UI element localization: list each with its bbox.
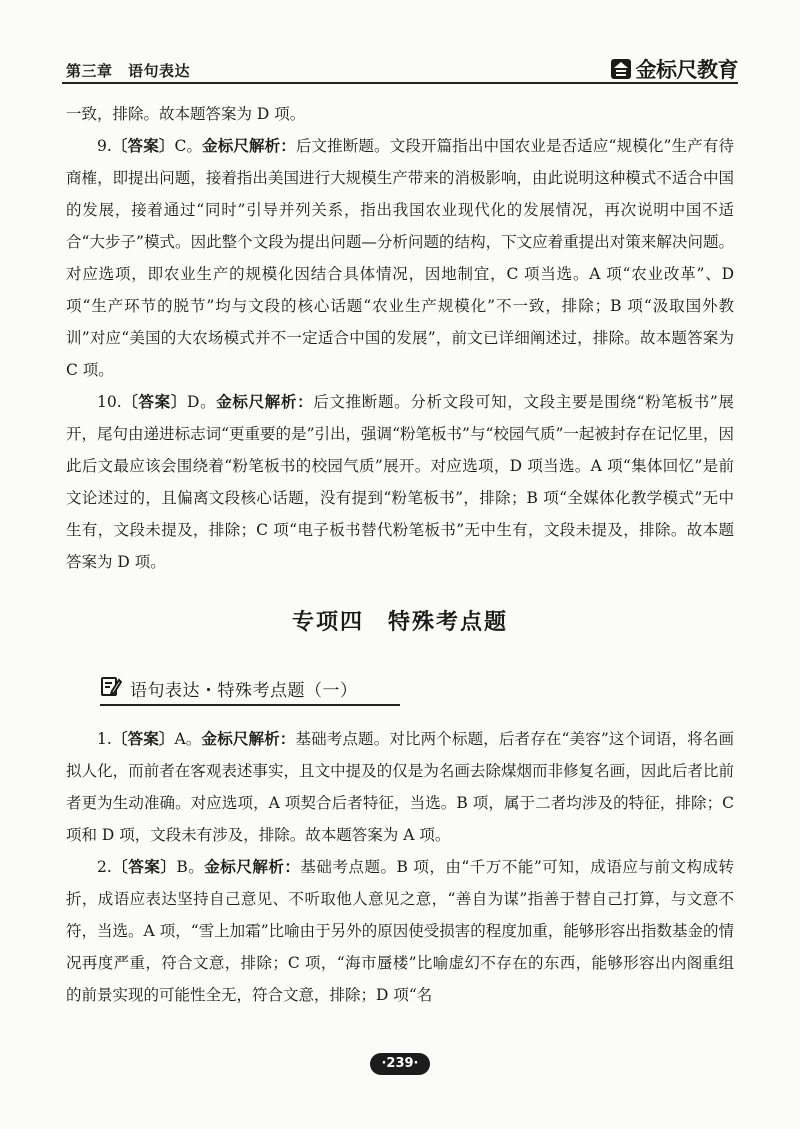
item-number: 2.	[97, 858, 112, 876]
page-header	[62, 44, 738, 84]
analysis-text: 基础考点题。B 项，由“千万不能”可知，成语应与前文构成转折，成语应表达坚持自己意见、不听取他人意见之意，“善自为谋”指善于替自己打算，与文意不符，当选。A 项，“雪上加霜”比喻由于另外的原因使受损害的程度加重，能够形容出指数基金的情况再度严重，符合文意，排除；C 项，“海市蜃楼”比喻虚幻不存在的东西，能够形容出内阁重组的前景实现的可能性全无，符合文意，排除；D 项“名	[66, 858, 734, 1004]
answer-block-bottom	[66, 723, 734, 1011]
answer-choice: C。	[174, 137, 203, 155]
analysis-label: 金标尺解析：	[202, 137, 296, 155]
answer-choice: B。	[176, 858, 205, 876]
item-number: 10.	[97, 393, 122, 411]
answer-item-9	[66, 130, 734, 386]
answer-block-top	[66, 98, 734, 578]
answer-tag: 〔答案〕	[111, 858, 177, 876]
answer-choice: D。	[187, 393, 217, 411]
page-number: ·239·	[370, 1053, 430, 1075]
answer-tag: 〔答案〕	[111, 137, 175, 155]
item-number: 1.	[97, 730, 112, 748]
answer-choice: A。	[174, 730, 202, 748]
analysis-text: 后文推断题。文段开篇指出中国农业是否适应“规模化”生产有待商榷，即提出问题，接着指出美国进行大规模生产带来的消极影响，由此说明这种模式不适合中国的发展，接着通过“同时”引导并列关系，指出我国农业现代化的发展情况，再次说明中国不适合“大步子”模式。因此整个文段为提出问题—分析问题的结构，下文应着重提出对策来解决问题。对应选项，即农业生产的规模化因结合具体情况，因地制宜，C 项当选。A 项“农业改革”、D 项“生产环节的脱节”均与文段的核心话题“农业生产规模化”不一致，排除；B 项“汲取国外教训”对应“美国的大农场模式并不一定适合中国的发展”，前文已详细阐述过，排除。故本题答案为 C 项。	[66, 137, 734, 379]
subsection-heading	[100, 675, 358, 701]
answer-tag: 〔答案〕	[111, 730, 175, 748]
answer-item-2	[66, 851, 734, 1011]
section-title: 专项四 特殊考点题	[291, 610, 508, 635]
answer-tag: 〔答案〕	[121, 393, 187, 411]
chapter-title: 第三章 语句表达	[66, 62, 191, 80]
analysis-label: 金标尺解析：	[201, 730, 296, 748]
logo-icon	[610, 58, 632, 80]
analysis-label: 金标尺解析：	[216, 393, 314, 411]
edit-note-icon	[100, 675, 122, 701]
answer-item-1	[66, 723, 734, 851]
logo-text: 金标尺教育	[635, 58, 738, 82]
subsection-divider	[100, 704, 400, 706]
item-number: 9.	[97, 137, 112, 155]
subsection-title: 语句表达・特殊考点题（一）	[130, 680, 358, 701]
analysis-label: 金标尺解析：	[204, 858, 301, 876]
continuation-paragraph: 一致，排除。故本题答案为 D 项。	[66, 105, 306, 123]
publisher-logo	[610, 54, 739, 84]
answer-item-10	[66, 386, 734, 578]
analysis-text: 后文推断题。分析文段可知，文段主要是围绕“粉笔板书”展开，尾句由递进标志词“更重要的是”引出，强调“粉笔板书”与“校园气质”一起被封存在记忆里，因此后文最应该会围绕着“粉笔板书的校园气质”展开。对应选项，D 项当选。A 项“集体回忆”是前文论述过的，且偏离文段核心话题，没有提到“粉笔板书”，排除；B 项“全媒体化教学模式”无中生有，文段未提及，排除；C 项“电子板书替代粉笔板书”无中生有，文段未提及，排除。故本题答案为 D 项。	[66, 393, 734, 571]
analysis-text: 基础考点题。对比两个标题，后者存在“美容”这个词语，将名画拟人化，而前者在客观表述事实，且文中提及的仅是为名画去除煤烟而非修复名画，因此后者比前者更为生动准确。对应选项，A 项契合后者特征，当选。B 项，属于二者均涉及的特征，排除；C 项和 D 项，文段未有涉及，排除。故本题答案为 A 项。	[66, 730, 734, 844]
header-divider	[62, 82, 738, 84]
